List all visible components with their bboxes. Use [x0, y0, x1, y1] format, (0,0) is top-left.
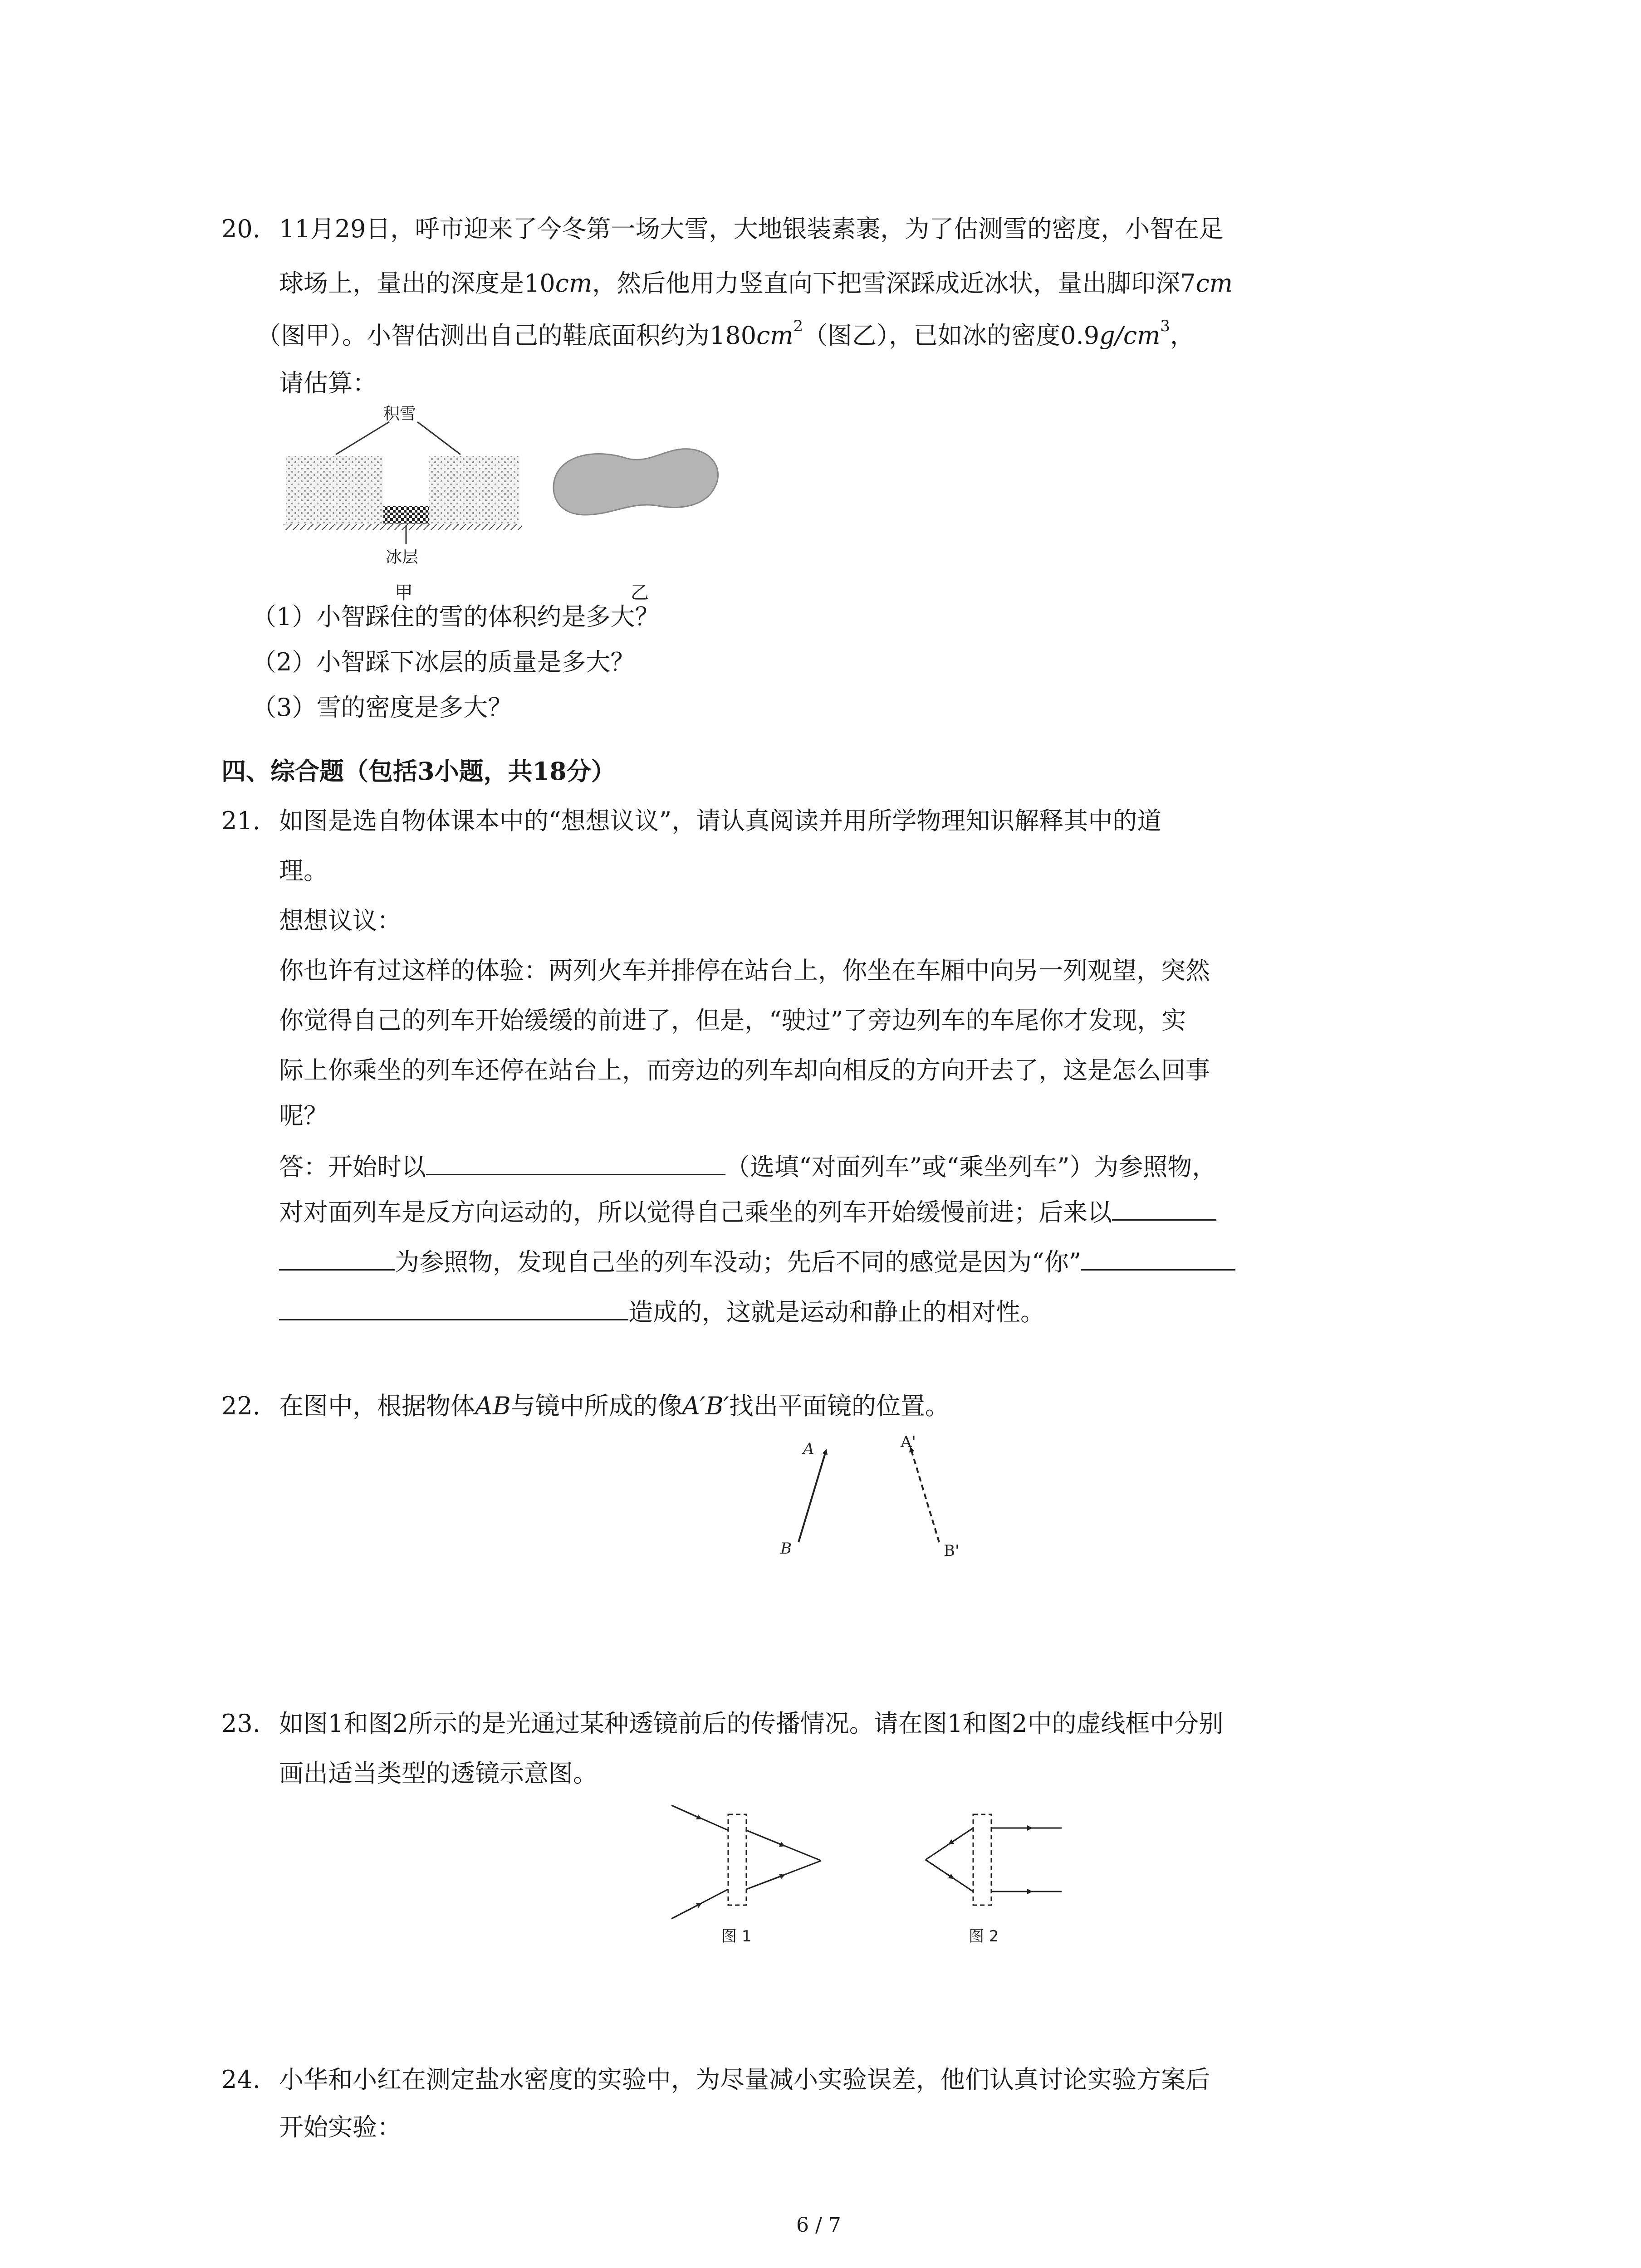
question-number: 20. — [221, 215, 260, 243]
label-a: A — [803, 1440, 814, 1458]
arrow-marker — [746, 1876, 783, 1889]
answer-text: 造成的，这就是运动和静止的相对性。 — [628, 1298, 1045, 1326]
arrow-marker — [926, 1860, 952, 1877]
superscript: 3 — [1160, 317, 1170, 335]
label-b-prime: B' — [944, 1542, 960, 1560]
q21-line-2: 理。 — [279, 856, 328, 885]
answer-blank-3[interactable] — [1081, 1243, 1235, 1271]
question-number: 22. — [221, 1392, 260, 1420]
q24-line-2: 开始实验： — [279, 2113, 402, 2141]
q21-line-5: 你觉得自己的列车开始缓缓的前进了，但是，“驶过”了旁边列车的车尾你才发现，实 — [279, 1006, 1186, 1035]
image-arrow-ab-dashed — [911, 1449, 939, 1542]
q20-text: 球场上，量出的深度是10 — [279, 269, 555, 298]
object-arrow-ab — [798, 1452, 826, 1542]
q22-text: 找出平面镜的位置。 — [729, 1392, 950, 1420]
q21-line-7: 呢？ — [279, 1101, 328, 1130]
label-a-prime: A' — [901, 1433, 916, 1451]
answer-text: 答：开始时以 — [279, 1153, 426, 1181]
mirror-figure — [771, 1433, 998, 1579]
q22-text: 与镜中所成的像 — [510, 1392, 682, 1420]
q20-line-1: 11月29日，呼市迎来了今冬第一场大雪，大地银装素裹，为了估测雪的密度，小智在足 — [279, 215, 1224, 243]
q21-line-3: 想想议议： — [279, 906, 402, 935]
lens-figure-2 — [916, 1796, 1080, 1960]
superscript: 2 — [793, 317, 803, 335]
snow-figure — [281, 404, 758, 603]
ground-line — [284, 524, 522, 530]
ice-layer — [383, 506, 429, 524]
shoe-sole-shape — [554, 449, 718, 515]
q21-line-6: 际上你乘坐的列车还停在站台上，而旁边的列车却向相反的方向开去了，这是怎么回事 — [279, 1056, 1210, 1085]
q20-sub-2: （2）小智踩下冰层的质量是多大？ — [252, 648, 635, 676]
q21-answer-4 — [279, 1293, 1045, 1330]
q20-line-2 — [279, 265, 1233, 302]
label-snow: 积雪 — [383, 405, 416, 423]
q20-text: （图甲）。小智估测出自己的鞋底面积约为180 — [256, 321, 757, 350]
dashed-lens-box — [973, 1814, 991, 1905]
unit-cm: cm — [1195, 269, 1233, 298]
arrow-marker — [671, 1904, 700, 1919]
figure-1-caption: 图 1 — [721, 1927, 752, 1945]
arrow-marker — [950, 1828, 973, 1843]
section-title: 四、综合题（包括3小题，共18分） — [221, 757, 616, 786]
answer-text: （选填“对面列车”或“乘坐列车”）为参照物， — [725, 1153, 1217, 1181]
label-yi: 乙 — [631, 582, 649, 603]
answer-blank-3-continued[interactable] — [279, 1293, 628, 1320]
question-number: 21. — [221, 807, 260, 835]
q22-line-1 — [279, 1388, 950, 1424]
lens-figure-1 — [667, 1796, 830, 1960]
q20-sub-3: （3）雪的密度是多大？ — [252, 693, 513, 722]
unit-cm: cm — [555, 269, 593, 298]
label-ice: 冰层 — [386, 548, 419, 567]
q20-text: ， — [1170, 321, 1195, 350]
q20-line-4: 请估算： — [279, 369, 377, 397]
label-jia: 甲 — [395, 582, 413, 603]
question-number: 23. — [221, 1709, 260, 1738]
snow-right — [429, 456, 519, 524]
arrow-marker — [671, 1805, 700, 1818]
unit-cm: cm — [756, 321, 794, 350]
page-number: 6 / 7 — [796, 2214, 841, 2237]
question-number: 24. — [221, 2065, 260, 2094]
answer-blank-2[interactable] — [1112, 1193, 1216, 1221]
snow-left — [286, 456, 383, 524]
answer-text: 为参照物，发现自己坐的列车没动；先后不同的感觉是因为“你” — [395, 1248, 1082, 1276]
q21-answer-1 — [279, 1148, 1216, 1185]
pointer-line — [336, 422, 389, 455]
answer-text: 对对面列车是反方向运动的，所以觉得自己乘坐的列车开始缓慢前进；后来以 — [279, 1198, 1112, 1227]
q21-answer-3 — [279, 1243, 1235, 1281]
q20-line-3 — [256, 318, 1195, 354]
answer-blank-1[interactable] — [426, 1148, 725, 1175]
image-label: A′B′ — [682, 1392, 729, 1420]
q23-line-1: 如图1和图2所示的是光通过某种透镜前后的传播情况。请在图1和图2中的虚线框中分别 — [279, 1709, 1224, 1738]
q22-text: 在图中，根据物体 — [279, 1392, 475, 1420]
q24-line-1: 小华和小红在测定盐水密度的实验中，为尽量减小实验误差，他们认真讨论实验方案后 — [279, 2065, 1210, 2094]
q20-text: ，然后他用力竖直向下把雪深踩成近冰状，量出脚印深7 — [592, 269, 1196, 298]
arrow-marker — [746, 1830, 783, 1845]
q20-sub-1: （1）小智踩住的雪的体积约是多大？ — [252, 602, 660, 631]
dashed-lens-box — [728, 1814, 746, 1905]
answer-blank-2-continued[interactable] — [279, 1243, 395, 1271]
q21-answer-2 — [279, 1193, 1216, 1231]
q21-line-4: 你也许有过这样的体验：两列火车并排停在站台上，你坐在车厢中向另一列观望，突然 — [279, 956, 1210, 985]
unit-density: g/cm — [1099, 321, 1161, 350]
q23-line-2: 画出适当类型的透镜示意图。 — [279, 1759, 598, 1788]
object-label: AB — [475, 1392, 511, 1420]
figure-2-caption: 图 2 — [969, 1927, 999, 1945]
q20-text: （图乙），已如冰的密度0.9 — [803, 321, 1100, 350]
pointer-line — [417, 422, 460, 455]
label-b: B — [780, 1540, 792, 1558]
q21-line-1: 如图是选自物体课本中的“想想议议”，请认真阅读并用所学物理知识解释其中的道 — [279, 807, 1162, 835]
